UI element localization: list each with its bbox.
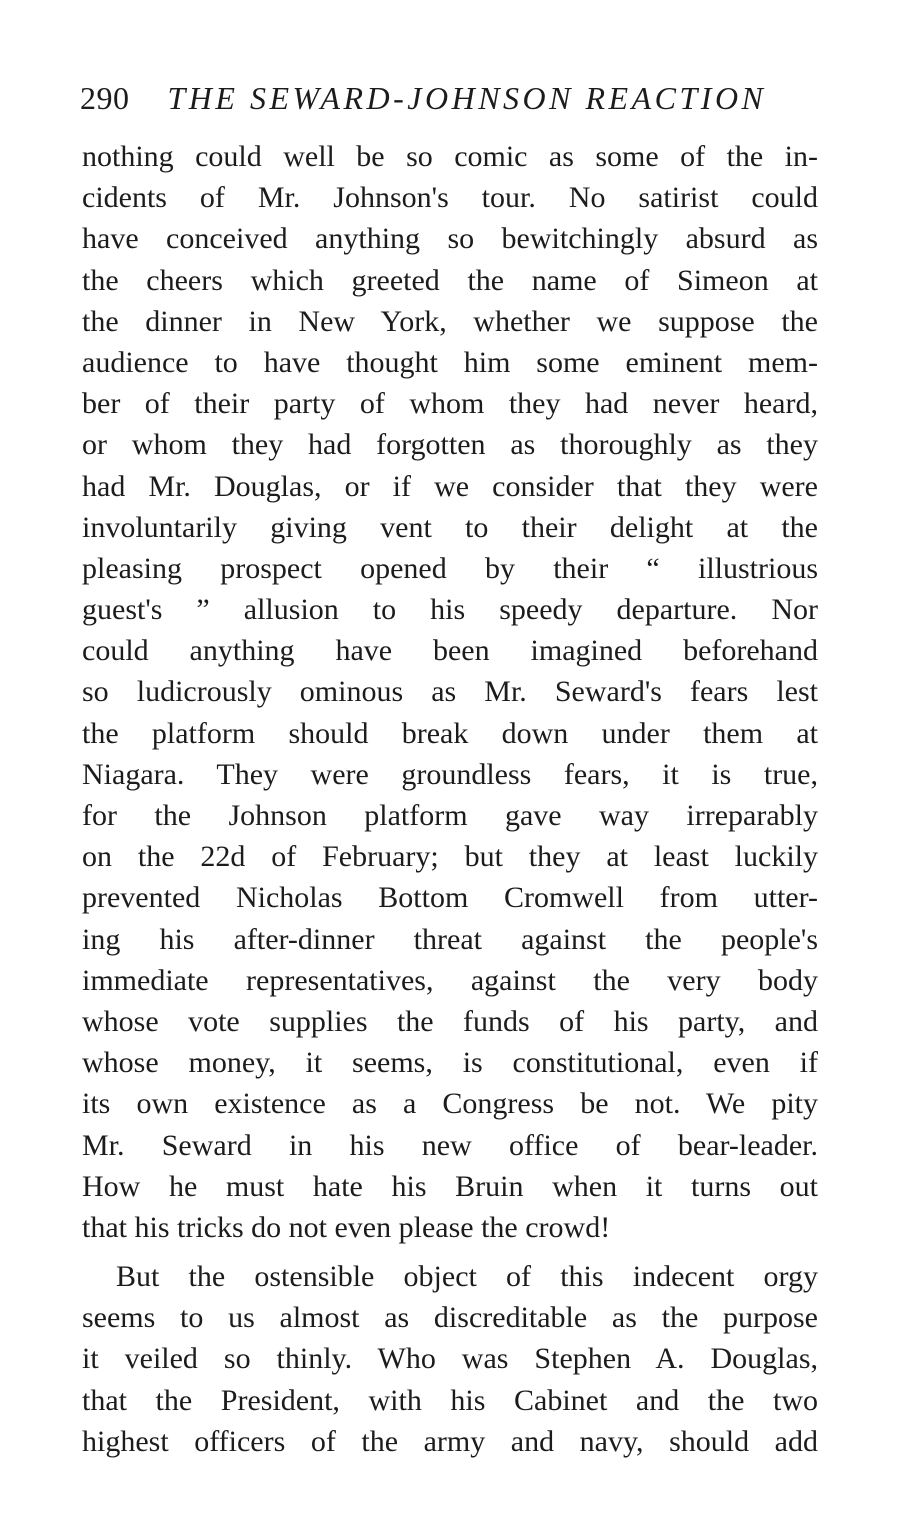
text-line: have conceived anything so bewitchingly absurd as <box>82 222 818 256</box>
text-line: But the ostensible object of this indecent orgy <box>116 1260 818 1294</box>
text-line: highest officers of the army and navy, should add <box>82 1424 818 1458</box>
paragraph-2 <box>82 1256 818 1462</box>
text-line: that his tricks do not even please the crowd! <box>82 1210 611 1244</box>
text-line: immediate representatives, against the very body <box>82 963 818 997</box>
text-line: or whom they had forgotten as thoroughly as they <box>82 428 818 462</box>
text-line: whose vote supplies the funds of his party, and <box>82 1004 818 1038</box>
text-line: the cheers which greeted the name of Simeon at <box>82 263 818 297</box>
text-line: pleasing prospect opened by their “ illustrious <box>82 551 818 585</box>
text-line: ing his after-dinner threat against the people's <box>82 922 818 956</box>
running-title: THE SEWARD-JOHNSON REACTION <box>167 80 767 116</box>
text-line: Mr. Seward in his new office of bear-leader. <box>82 1128 818 1162</box>
text-line: the platform should break down under them at <box>82 716 818 750</box>
text-line: so ludicrously ominous as Mr. Seward's fears lest <box>82 675 818 709</box>
text-line: the dinner in New York, whether we suppose the <box>82 304 818 338</box>
text-line: involuntarily giving vent to their delight at the <box>82 510 818 544</box>
text-line: nothing could well be so comic as some of the in- <box>82 140 818 173</box>
page-number: 290 <box>80 80 130 116</box>
text-line: whose money, it seems, is constitutional, even if <box>82 1046 818 1080</box>
text-line: for the Johnson platform gave way irreparably <box>82 799 818 832</box>
text-line: audience to have thought him some eminent mem- <box>82 345 818 379</box>
text-line: that the President, with his Cabinet and the two <box>82 1383 818 1417</box>
text-line: prevented Nicholas Bottom Cromwell from utter- <box>82 881 818 915</box>
text-line: could anything have been imagined beforehand <box>82 634 818 668</box>
body-text <box>82 136 818 1462</box>
text-line: cidents of Mr. Johnson's tour. No satirist could <box>82 181 818 215</box>
paragraph-spacer <box>82 1248 818 1256</box>
text-line: Niagara. They were groundless fears, it is true, <box>82 757 818 791</box>
paragraph-1 <box>82 136 818 1248</box>
text-line: its own existence as a Congress be not. We pity <box>82 1087 818 1121</box>
text-line: it veiled so thinly. Who was Stephen A. Douglas, <box>82 1342 818 1376</box>
text-line: seems to us almost as discreditable as the purpose <box>82 1301 818 1335</box>
text-line: How he must hate his Bruin when it turns out <box>82 1169 818 1203</box>
text-line: ber of their party of whom they had never heard, <box>82 387 818 421</box>
text-line: on the 22d of February; but they at least luckily <box>82 840 818 874</box>
text-line: had Mr. Douglas, or if we consider that they were <box>82 469 818 503</box>
text-line: guest's ” allusion to his speedy departure. Nor <box>82 593 818 627</box>
running-head <box>80 78 820 118</box>
